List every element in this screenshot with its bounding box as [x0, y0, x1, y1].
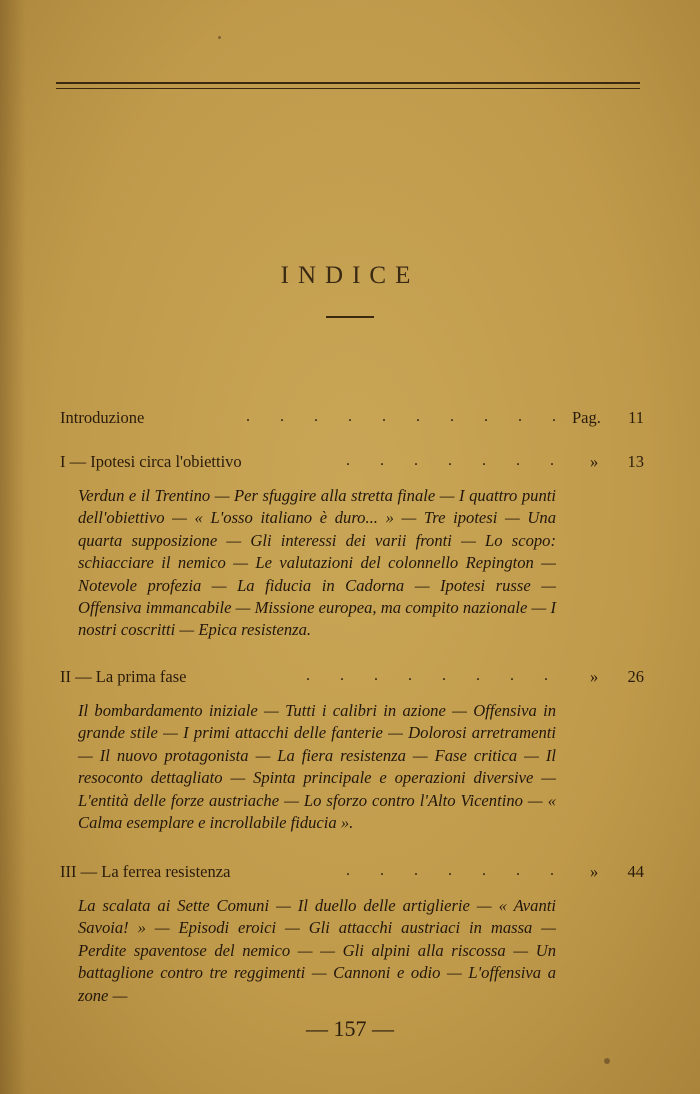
page-gutter-shadow	[0, 0, 26, 1094]
toc-pag-prefix: »	[590, 862, 599, 881]
toc-page-number: 44	[627, 862, 644, 881]
toc-leader-dots: . . . . . . .	[346, 862, 554, 879]
toc-entry-label: Introduzione	[60, 408, 145, 427]
chapter-3-summary: La scalata ai Sette Comuni — Il duello delle artiglierie — « Avanti Savoia! » — Episodi eroici — Gli attacchi austriaci in massa — Perdite spaventose del nemico — — Gli alpini alla riscossa — Un battaglione contro tre reggimenti — Cannoni e odio — L'offensiva a zone —	[78, 896, 556, 1005]
index-title: INDICE	[280, 262, 420, 289]
toc-leader-dots: . . . . . . .	[346, 452, 554, 469]
toc-page-number: 13	[627, 452, 644, 471]
page-number: — 157 —	[306, 1016, 394, 1041]
toc-page-number: 11	[628, 408, 644, 427]
toc-pag-prefix: Pag.	[572, 408, 601, 427]
toc-entry-introduzione[interactable]	[60, 408, 644, 432]
title-underline	[326, 316, 374, 318]
toc-entry-chapter-3[interactable]	[60, 862, 644, 886]
toc-leader-dots: . . . . . . . .	[306, 667, 548, 684]
paper-speck	[218, 36, 221, 39]
toc-pag-prefix: »	[590, 667, 599, 686]
chapter-1-summary: Verdun e il Trentino — Per sfuggire alla stretta finale — I quattro punti dell'obiettivo — « L'osso italiano è duro... » — Tre ipotesi — Una quarta supposizione — Gli interessi dei varii fronti — Lo scopo: schiacciare il nemico — Le valutazioni del colonnello Repington — Notevole profezia — La fiducia in Cadorna — Ipotesi russe — Offensiva immancabile — Missione europea, ma compito nazionale — I nostri coscritti — Epica resistenza.	[78, 486, 556, 640]
toc-page-number: 26	[627, 667, 644, 686]
toc-entry-label: II — La prima fase	[60, 667, 187, 686]
toc-entry-chapter-1[interactable]	[60, 452, 644, 476]
toc-entry-chapter-2[interactable]	[60, 667, 644, 691]
toc-entry-label: I — Ipotesi circa l'obiettivo	[60, 452, 242, 471]
chapter-2-summary: Il bombardamento iniziale — Tutti i calibri in azione — Offensiva in grande stile — I primi attacchi delle fanterie — Dolorosi arretramenti — Il nuovo protagonista — La fiera resistenza — Fase critica — Il resoconto dettagliato — Spinta principale e operazioni diversive — L'entità delle forze austriache — Lo sforzo contro l'Alto Vicentino — « Calma esemplare e incrollabile fiducia ».	[78, 701, 556, 833]
toc-leader-dots: . . . . . . . . . .	[246, 408, 556, 425]
header-rule-thin	[56, 88, 640, 89]
header-rule-thick	[56, 82, 640, 84]
toc-pag-prefix: »	[590, 452, 599, 471]
toc-entry-label: III — La ferrea resistenza	[60, 862, 231, 881]
paper-speck	[604, 1058, 610, 1064]
